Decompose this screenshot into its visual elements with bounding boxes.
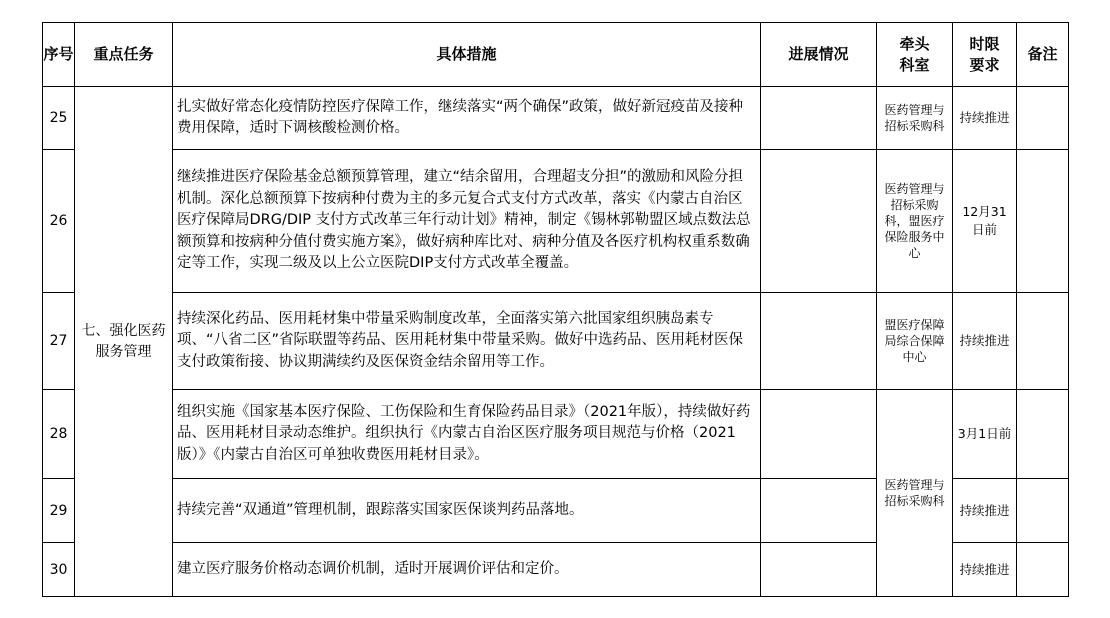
row-no: 29 [43, 479, 75, 543]
row-no: 25 [43, 87, 75, 150]
header-note: 备注 [1017, 23, 1069, 87]
header-measure: 具体措施 [173, 23, 761, 87]
row-progress [761, 293, 877, 390]
header-no: 序号 [43, 23, 75, 87]
row-progress [761, 479, 877, 543]
row-lead: 医药管理与招标采购科，盟医疗保险服务中心 [877, 150, 953, 293]
row-lead: 盟医疗保障局综合保障中心 [877, 293, 953, 390]
row-note [1017, 543, 1069, 597]
row-measure: 建立医疗服务价格动态调价机制，适时开展调价评估和定价。 [173, 543, 761, 597]
row-measure: 组织实施《国家基本医疗保险、工伤保险和生育保险药品目录》（2021年版），持续做好药品、医用耗材目录动态维护。组织执行《内蒙古自治区医疗服务项目规范与价格（2021版）》《内蒙古自治区可单独收费医用耗材目录》。 [173, 390, 761, 479]
table-row [43, 293, 1069, 390]
row-note [1017, 479, 1069, 543]
row-time: 持续推进 [953, 293, 1017, 390]
row-time: 12月31日前 [953, 150, 1017, 293]
row-time: 持续推进 [953, 87, 1017, 150]
work-plan-table [42, 22, 1069, 597]
row-no: 28 [43, 390, 75, 479]
header-task: 重点任务 [75, 23, 173, 87]
row-note [1017, 390, 1069, 479]
row-no: 26 [43, 150, 75, 293]
header-lead: 牵头科室 [877, 23, 953, 87]
header-time: 时限要求 [953, 23, 1017, 87]
row-time: 持续推进 [953, 479, 1017, 543]
row-time: 持续推进 [953, 543, 1017, 597]
header-row [43, 23, 1069, 87]
row-no: 27 [43, 293, 75, 390]
table-row [43, 150, 1069, 293]
row-measure: 持续完善“双通道”管理机制，跟踪落实国家医保谈判药品落地。 [173, 479, 761, 543]
row-note [1017, 150, 1069, 293]
row-note [1017, 293, 1069, 390]
row-measure: 继续推进医疗保险基金总额预算管理，建立“结余留用，合理超支分担”的激励和风险分担机制。深化总额预算下按病种付费为主的多元复合式支付方式改革，落实《内蒙古自治区医疗保障局DRG/DIP 支付方式改革三年行动计划》精神，制定《锡林郭勒盟区域点数法总额预算和按病种分值付费实施方案》，做好病种库比对、病种分值及各医疗机构权重系数确定等工作，实现二级及以上公立医院DIP支付方式改革全覆盖。 [173, 150, 761, 293]
shared-lead-cell: 医药管理与招标采购科 [877, 390, 953, 597]
table-row [43, 390, 1069, 479]
row-progress [761, 150, 877, 293]
table-row [43, 87, 1069, 150]
row-measure: 扎实做好常态化疫情防控医疗保障工作，继续落实“两个确保”政策，做好新冠疫苗及接种费用保障，适时下调核酸检测价格。 [173, 87, 761, 150]
row-no: 30 [43, 543, 75, 597]
row-progress [761, 390, 877, 479]
row-measure: 持续深化药品、医用耗材集中带量采购制度改革，全面落实第六批国家组织胰岛素专项、“八省二区”省际联盟等药品、医用耗材集中带量采购。做好中选药品、医用耗材医保支付政策衔接、协议期满续约及医保资金结余留用等工作。 [173, 293, 761, 390]
row-lead: 医药管理与招标采购科 [877, 87, 953, 150]
row-note [1017, 87, 1069, 150]
row-progress [761, 87, 877, 150]
task-group-cell: 七、强化医药服务管理 [75, 87, 173, 597]
row-time: 3月1日前 [953, 390, 1017, 479]
header-progress: 进展情况 [761, 23, 877, 87]
row-progress [761, 543, 877, 597]
